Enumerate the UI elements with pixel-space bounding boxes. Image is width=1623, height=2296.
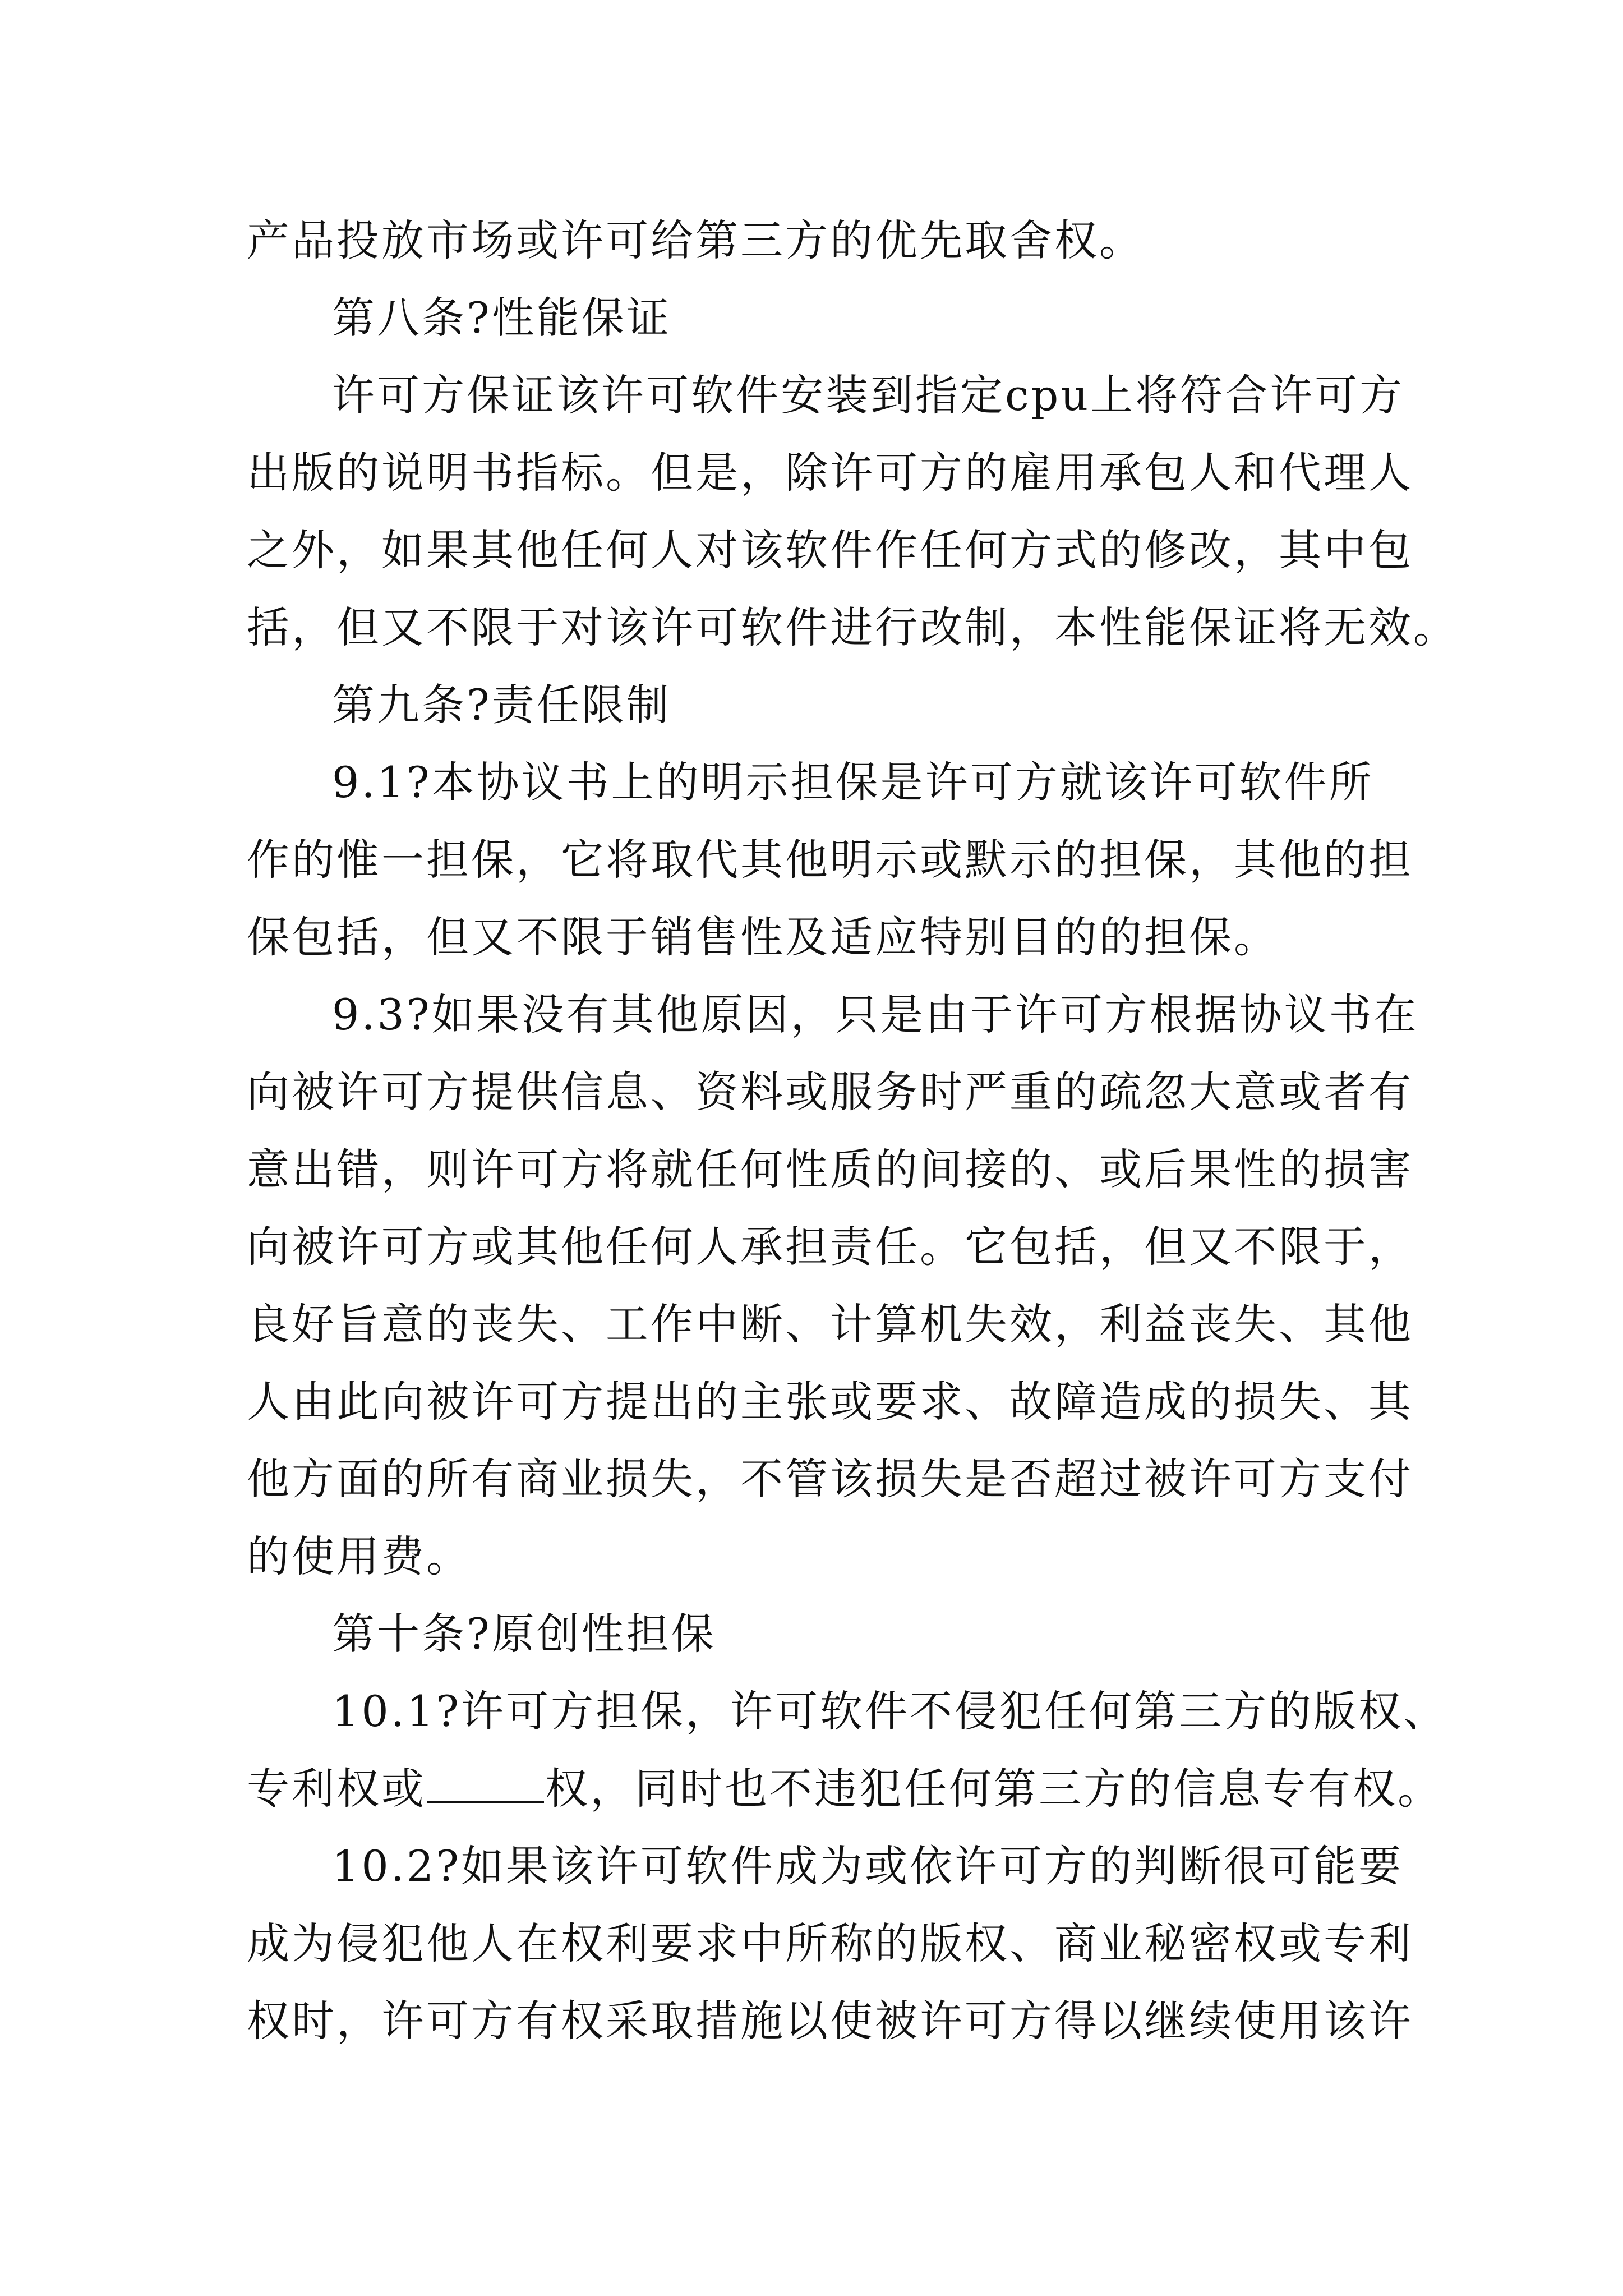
paragraph-line: 9.1?本协议书上的明示担保是许可方就该许可软件所 bbox=[332, 757, 1374, 807]
paragraph-line: 保包括，但又不限于销售性及适应特别目的的担保。 bbox=[247, 912, 1279, 962]
paragraph-line: 成为侵犯他人在权利要求中所称的版权、商业秘密权或专利 bbox=[247, 1918, 1413, 1968]
fill-in-blank bbox=[427, 1766, 544, 1803]
paragraph-line: 他方面的所有商业损失，不管该损失是否超过被许可方支付 bbox=[247, 1454, 1413, 1504]
paragraph-line: 向被许可方提供信息、资料或服务时严重的疏忽大意或者有 bbox=[247, 1067, 1413, 1117]
article-heading: 第八条?性能保证 bbox=[332, 293, 671, 343]
paragraph-line: 10.1?许可方担保，许可软件不侵犯任何第三方的版权、 bbox=[332, 1686, 1448, 1736]
paragraph-line: 的使用费。 bbox=[247, 1531, 471, 1581]
article-heading: 第十条?原创性担保 bbox=[332, 1609, 716, 1659]
paragraph-line: 之外，如果其他任何人对该软件作任何方式的修改，其中包 bbox=[247, 525, 1413, 575]
paragraph-line: 权时，许可方有权采取措施以使被许可方得以继续使用该许 bbox=[247, 1996, 1413, 2046]
paragraph-line: 9.3?如果没有其他原因，只是由于许可方根据协议书在 bbox=[332, 990, 1419, 1039]
paragraph-line: 向被许可方或其他任何人承担责任。它包括，但又不限于， bbox=[247, 1222, 1413, 1272]
line-segment: 专利权或 bbox=[247, 1764, 426, 1814]
paragraph-line: 人由此向被许可方提出的主张或要求、故障造成的损失、其 bbox=[247, 1377, 1413, 1427]
paragraph-line: 意出错，则许可方将就任何性质的间接的、或后果性的损害 bbox=[247, 1144, 1413, 1194]
paragraph-line: 作的惟一担保，它将取代其他明示或默示的担保，其他的担 bbox=[247, 835, 1413, 885]
paragraph-line: 产品投放市场或许可给第三方的优先取舍权。 bbox=[247, 215, 1144, 265]
paragraph-line-with-blank bbox=[247, 1750, 1442, 1828]
document-body bbox=[247, 202, 1458, 2060]
line-segment: 权，同时也不违犯任何第三方的信息专有权。 bbox=[545, 1764, 1442, 1814]
paragraph-line: 良好旨意的丧失、工作中断、计算机失效，利益丧失、其他 bbox=[247, 1299, 1413, 1349]
paragraph-line: 10.2?如果该许可软件成为或依许可方的判断很可能要 bbox=[332, 1841, 1403, 1891]
paragraph-line: 许可方保证该许可软件安装到指定cpu上将符合许可方 bbox=[332, 370, 1405, 420]
paragraph-line: 出版的说明书指标。但是，除许可方的雇用承包人和代理人 bbox=[247, 448, 1413, 498]
article-heading: 第九条?责任限制 bbox=[332, 680, 671, 730]
paragraph-line: 括，但又不限于对该许可软件进行改制，本性能保证将无效。 bbox=[247, 602, 1458, 652]
